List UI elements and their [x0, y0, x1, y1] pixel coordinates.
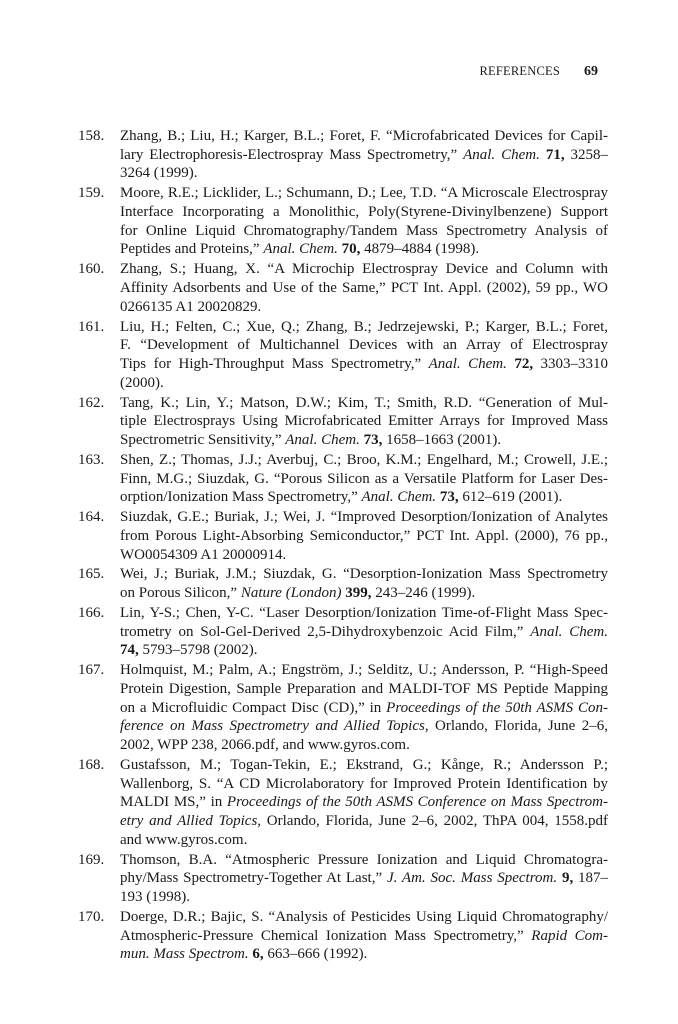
reference-text: from Porous Light-Absorbing Semiconductor,” PCT Int. Appl. (2000), 76 pp., — [120, 527, 608, 544]
reference-text: Liu, H.; Felten, C.; Xue, Q.; Zhang, B.; Jedrzejewski, P.; Karger, B.L.; Foret, — [120, 318, 608, 335]
reference-text: , Orlando, Florida, June 2–6, — [424, 718, 608, 735]
reference-text: Atmospheric-Pressure Chemical Ionization Mass Spectrometry,” — [120, 927, 532, 944]
bold-volume: 72, — [514, 356, 534, 372]
reference-line — [120, 298, 608, 317]
reference-line — [120, 527, 608, 546]
reference-text: Protein Digestion, Sample Preparation and MALDI-TOF MS Peptide Mapping — [120, 681, 608, 698]
reference-line — [120, 736, 608, 755]
reference-entry — [78, 394, 608, 450]
reference-text: , Orlando, Florida, June 2–6, 2002, ThPA 004, 1558.pdf — [257, 813, 608, 830]
reference-entry — [78, 756, 608, 850]
reference-text: lary Electrophoresis-Electrospray Mass Spectrometry,” — [120, 146, 464, 163]
reference-line — [120, 127, 608, 146]
running-header-title: REFERENCES — [479, 64, 560, 78]
reference-entry — [78, 184, 608, 259]
reference-entry — [78, 851, 608, 907]
reference-number: 167. — [78, 662, 105, 679]
reference-text: Wallenborg, S. “A CD Microlaboratory for Improved Protein Identification by — [120, 775, 608, 792]
bold-volume: 9, — [561, 870, 574, 887]
reference-line — [120, 240, 608, 259]
reference-text: 3258– — [564, 146, 609, 163]
reference-text: 0266135 A1 20020829. — [120, 298, 262, 315]
reference-number: 163. — [78, 451, 105, 468]
reference-text: 2002, WPP 238, 2066.pdf, and www.gyros.com. — [120, 737, 410, 754]
reference-entry — [78, 661, 608, 755]
reference-number: 166. — [78, 605, 105, 622]
reference-text: Affinity Adsorbents and Use of the Same,” PCT Int. Appl. (2002), 59 pp., WO — [120, 280, 608, 296]
reference-line — [120, 488, 608, 507]
reference-line — [120, 470, 608, 489]
reference-number: 158. — [78, 128, 105, 144]
reference-text: Spectrometric Sensitivity,” — [120, 432, 286, 448]
reference-line — [120, 508, 608, 527]
reference-line — [120, 260, 608, 279]
reference-text: tiple Electrosprays Using Microfabricated Emitter Arrays for Improved Mass — [120, 413, 608, 430]
reference-line — [120, 355, 608, 374]
reference-line — [120, 756, 608, 775]
reference-line — [120, 604, 608, 623]
reference-number: 162. — [78, 394, 105, 411]
reference-text: 193 (1998). — [120, 889, 190, 906]
reference-line — [120, 394, 608, 413]
bold-volume: 399, — [345, 585, 372, 602]
reference-text: Doerge, D.R.; Bajic, S. “Analysis of Pesticides Using Liquid Chromatography/ — [120, 909, 608, 926]
reference-line — [120, 412, 608, 431]
reference-text: 663–666 (1992). — [263, 946, 368, 963]
reference-text: Peptides and Proteins,” — [120, 241, 264, 258]
reference-line — [120, 699, 608, 718]
reference-entry — [78, 127, 608, 183]
reference-line — [120, 869, 608, 888]
reference-line — [120, 184, 608, 203]
reference-text: Lin, Y-S.; Chen, Y-C. “Laser Desorption/Ionization Time-of-Flight Mass Spec- — [120, 605, 608, 622]
reference-line — [120, 717, 608, 736]
reference-text: Moore, R.E.; Licklider, L.; Schumann, D.; Lee, T.D. “A Microscale Electrospray — [120, 185, 608, 202]
reference-text: Finn, M.G.; Siuzdak, G. “Porous Silicon as a Versatile Platform for Laser Des- — [120, 470, 608, 487]
reference-text: 3264 (1999). — [120, 165, 198, 182]
reference-line — [120, 318, 608, 337]
italic-text: Rapid Com- — [531, 927, 608, 944]
italic-text: Anal. Chem. — [530, 623, 608, 640]
reference-text: Tips for High-Throughput Mass Spectrometry,” — [120, 356, 429, 372]
reference-text: 243–246 (1999). — [371, 585, 476, 602]
bold-volume: 71, — [545, 146, 565, 163]
reference-text: Zhang, B.; Liu, H.; Karger, B.L.; Foret, F. “Microfabricated Devices for Capil- — [120, 128, 608, 144]
reference-text: WO0054309 A1 20000914. — [120, 546, 287, 563]
bold-volume: 73, — [439, 489, 459, 506]
italic-text: mun. Mass Spectrom. — [120, 946, 249, 963]
reference-text: 187– — [573, 870, 609, 887]
reference-text: 5793–5798 (2002). — [138, 642, 258, 659]
reference-text: Holmquist, M.; Palm, A.; Engström, J.; Selditz, U.; Andersson, P. “High-Speed — [120, 662, 608, 679]
italic-text: Anal. Chem. — [285, 432, 360, 448]
reference-line — [120, 164, 608, 183]
reference-number: 161. — [78, 318, 105, 335]
reference-number: 168. — [78, 757, 105, 774]
reference-line — [120, 565, 608, 584]
reference-list — [78, 127, 608, 965]
bold-volume: 6, — [252, 946, 264, 963]
reference-number: 165. — [78, 566, 105, 583]
italic-text: etry and Allied Topics — [120, 813, 258, 830]
reference-text: MALDI MS,” in — [120, 794, 227, 811]
reference-text: Wei, J.; Buriak, J.M.; Siuzdak, G. “Desorption-Ionization Mass Spectrometry — [120, 566, 608, 583]
reference-entry — [78, 508, 608, 564]
reference-text: Gustafsson, M.; Togan-Tekin, E.; Ekstrand, G.; Kånge, R.; Andersson P.; — [120, 757, 608, 774]
reference-line — [120, 623, 608, 642]
reference-line — [120, 888, 608, 907]
reference-line — [120, 831, 608, 850]
page-number: 69 — [584, 64, 598, 79]
reference-line — [120, 279, 608, 298]
reference-entry — [78, 451, 608, 507]
reference-line — [120, 203, 608, 222]
italic-text: Anal. Chem. — [463, 146, 540, 163]
reference-number: 160. — [78, 261, 105, 278]
italic-text: Proceedings of the 50th ASMS Con- — [386, 699, 608, 716]
italic-text: Anal. Chem. — [428, 356, 507, 372]
reference-line — [120, 908, 608, 927]
reference-text: Tang, K.; Lin, Y.; Matson, D.W.; Kim, T.; Smith, R.D. “Generation of Mul- — [120, 394, 608, 411]
reference-text: Shen, Z.; Thomas, J.J.; Averbuj, C.; Broo, K.M.; Engelhard, M.; Crowell, J.E.; — [120, 451, 608, 468]
reference-text: orption/Ionization Mass Spectrometry,” — [120, 489, 362, 506]
reference-text: for Online Liquid Chromatography/Tandem Mass Spectrometry Analysis of — [120, 222, 608, 239]
reference-line — [120, 336, 608, 355]
reference-line — [120, 851, 608, 870]
italic-text: ference on Mass Spectrometry and Allied Topics — [120, 718, 425, 735]
reference-line — [120, 680, 608, 699]
reference-entry — [78, 260, 608, 316]
reference-line — [120, 222, 608, 241]
reference-line — [120, 945, 608, 964]
bold-volume: 74, — [120, 642, 139, 659]
reference-text: 4879–4884 (1998). — [360, 241, 480, 258]
reference-line — [120, 812, 608, 831]
italic-text: Nature (London) — [240, 585, 342, 602]
reference-line — [120, 661, 608, 680]
reference-entry — [78, 908, 608, 964]
reference-line — [120, 641, 608, 660]
reference-number: 164. — [78, 509, 105, 526]
reference-entry — [78, 565, 608, 602]
italic-text: Anal. Chem. — [263, 241, 338, 258]
reference-text: (2000). — [120, 374, 164, 391]
italic-text: Anal. Chem. — [361, 489, 437, 506]
reference-entry — [78, 604, 608, 660]
reference-entry — [78, 318, 608, 393]
reference-number: 169. — [78, 851, 105, 868]
reference-line — [120, 431, 608, 450]
reference-line — [120, 793, 608, 812]
reference-number: 159. — [78, 185, 105, 202]
reference-text: 612–619 (2001). — [458, 489, 563, 506]
reference-text: Siuzdak, G.E.; Buriak, J.; Wei, J. “Improved Desorption/Ionization of Analytes — [120, 509, 608, 526]
reference-text: 1658–1663 (2001). — [382, 432, 502, 448]
reference-text: and www.gyros.com. — [120, 831, 248, 848]
reference-line — [120, 146, 608, 165]
reference-text: 3303–3310 — [533, 356, 609, 372]
reference-text: on a Microfluidic Compact Disc (CD),” in — [120, 699, 387, 716]
reference-line — [120, 775, 608, 794]
reference-line — [120, 546, 608, 565]
bold-volume: 70, — [341, 241, 361, 258]
reference-text: Thomson, B.A. “Atmospheric Pressure Ionization and Liquid Chromatogra- — [120, 851, 608, 868]
reference-text: Zhang, S.; Huang, X. “A Microchip Electrospray Device and Column with — [120, 261, 608, 278]
reference-text: Interface Incorporating a Monolithic, Poly(Styrene-Divinylbenzene) Support — [120, 204, 608, 220]
reference-text: phy/Mass Spectrometry-Together At Last,” — [120, 870, 387, 887]
reference-text: trometry on Sol-Gel-Derived 2,5-Dihydroxybenzoic Acid Film,” — [120, 623, 531, 640]
italic-text: Proceedings of the 50th ASMS Conference on Mass Spectrom- — [226, 794, 608, 811]
reference-line — [120, 451, 608, 470]
bold-volume: 73, — [363, 432, 383, 448]
reference-line — [120, 584, 608, 603]
reference-text: F. “Development of Multichannel Devices with an Array of Electrospray — [120, 337, 608, 354]
reference-number: 170. — [78, 909, 105, 926]
reference-line — [120, 927, 608, 946]
italic-text: J. Am. Soc. Mass Spectrom. — [386, 870, 558, 887]
running-header — [480, 64, 599, 80]
reference-line — [120, 374, 608, 393]
reference-text: on Porous Silicon,” — [120, 585, 241, 602]
